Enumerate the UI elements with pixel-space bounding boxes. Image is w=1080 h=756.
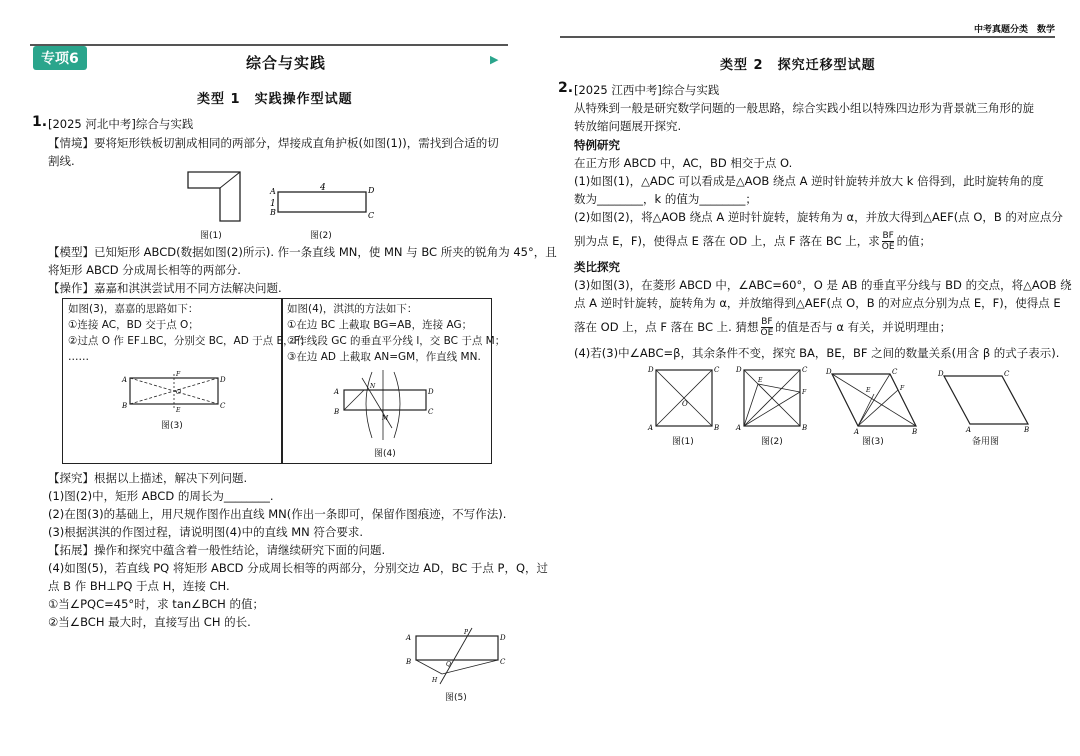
figure-2-caption: 图(2) xyxy=(310,231,332,241)
intro-line2: 转放缩问题展开探究. xyxy=(574,119,682,133)
fig2-point-B: B xyxy=(270,208,276,217)
part1-line: (1)图(2)中，矩形 ABCD 的周长为________. xyxy=(48,489,274,503)
svg-text:F: F xyxy=(900,385,905,392)
svg-text:B: B xyxy=(334,408,340,416)
part3-line2: 点 A 逆时针旋转，旋转角为 α，并放缩得到△AEF(点 O，B 的对应点分别为点 E，F)，使得点 E xyxy=(574,296,1061,310)
part3-line: (3)根据淇淇的作图过程，请说明图(4)中的直线 MN 符合要求. xyxy=(48,525,364,539)
svg-text:E: E xyxy=(866,387,871,394)
svg-text:D: D xyxy=(938,370,944,378)
part2-line1: (2)如图(2)，将△AOB 绕点 A 逆时针旋转，旋转角为 α，并放大得到△AEF(点 O，B 的对应点分 xyxy=(574,210,1063,224)
svg-text:D: D xyxy=(736,366,742,374)
model-line1: 【模型】已知矩形 ABCD(数据如图(2)所示). 作一条直线 MN，使 MN 与 BC 所夹的锐角为 45°，且 xyxy=(48,245,557,259)
svg-text:B: B xyxy=(1024,426,1030,434)
page-title: 综合与实践 xyxy=(246,54,327,72)
operation-line: 【操作】嘉嘉和淇淇尝试用不同方法解决问题. xyxy=(48,281,282,295)
svg-text:B: B xyxy=(912,428,918,436)
part2-line2-b: 的值； xyxy=(896,234,932,248)
right-figure-3-diagram xyxy=(826,364,922,436)
svg-text:D: D xyxy=(428,388,434,396)
svg-text:A: A xyxy=(648,424,654,432)
part1-line1: (1)如图(1)，△ADC 可以看成是△AOB 绕点 A 逆时针旋转并放大 k 倍得到，此时旋转角的度 xyxy=(574,174,1044,188)
svg-text:M: M xyxy=(382,415,389,422)
part3-fraction-den: OE xyxy=(760,328,774,338)
svg-text:O: O xyxy=(176,389,181,396)
svg-text:O: O xyxy=(682,400,688,408)
svg-text:A: A xyxy=(854,428,860,436)
svg-text:B: B xyxy=(802,424,808,432)
situation-line1: 【情境】要将矩形铁板切割成相同的两部分，焊接成直角护板(如图(1))，需找到合适的切 xyxy=(48,136,499,150)
q1-source: [2025 河北中考]综合与实践 xyxy=(48,117,194,131)
type1-heading: 类型 1 实践操作型试题 xyxy=(197,92,353,107)
spare-figure-caption: 备用图 xyxy=(972,437,1000,447)
figure-2-diagram xyxy=(268,180,378,222)
figure-5-diagram xyxy=(402,626,512,686)
analog-heading: 类比探究 xyxy=(574,260,620,274)
right-top-rule xyxy=(560,36,1055,38)
svg-text:P: P xyxy=(464,629,469,636)
part3-line3-b: 的值是否与 α 有关，并说明理由； xyxy=(775,320,952,334)
explore-line: 【探究】根据以上描述，解决下列问题. xyxy=(48,471,248,485)
section-badge: 专项6 xyxy=(33,46,87,70)
svg-text:A: A xyxy=(122,376,128,384)
svg-text:F: F xyxy=(176,371,181,378)
part3-line3-a: 落在 OD 上，点 F 落在 BC 上. 猜想 xyxy=(574,320,759,334)
right-figure-3-caption: 图(3) xyxy=(862,437,884,447)
figure-5-caption: 图(5) xyxy=(445,693,467,703)
right-figure-1-caption: 图(1) xyxy=(672,437,694,447)
fig2-side-length: 1 xyxy=(270,199,276,209)
box-right-line1: 如图(4)，淇淇的方法如下： xyxy=(287,303,418,315)
svg-text:C: C xyxy=(428,408,434,416)
svg-text:D: D xyxy=(220,376,226,384)
situation-line2: 割线. xyxy=(48,154,75,168)
box-right-line4: ③在边 AD 上截取 AN=GM，作直线 MN. xyxy=(287,351,481,363)
svg-text:E: E xyxy=(758,377,763,384)
part4-sub-b: ②当∠BCH 最大时，直接写出 CH 的长. xyxy=(48,615,251,629)
svg-text:C: C xyxy=(220,402,226,410)
fig2-top-length: 4 xyxy=(320,183,326,193)
part4-line2: 点 B 作 BH⊥PQ 于点 H，连接 CH. xyxy=(48,579,230,593)
svg-text:B: B xyxy=(122,402,128,410)
figure-4-caption: 图(4) xyxy=(374,449,396,459)
fig2-point-D: D xyxy=(368,186,375,195)
part2-fraction-den: OE xyxy=(881,242,895,252)
spare-figure-diagram xyxy=(938,364,1036,434)
box-left-line2: ①连接 AC，BD 交于点 O； xyxy=(68,319,199,331)
fig2-point-C: C xyxy=(368,211,375,220)
svg-text:D: D xyxy=(648,366,654,374)
part2-fraction-num: BF xyxy=(882,231,894,241)
figure-4-diagram xyxy=(332,368,438,444)
extend-line: 【拓展】操作和探究中蕴含着一般性结论，请继续研究下面的问题. xyxy=(48,543,386,557)
fig2-point-A: A xyxy=(270,187,276,196)
svg-text:A: A xyxy=(334,388,340,396)
svg-text:B: B xyxy=(714,424,720,432)
svg-text:N: N xyxy=(370,383,376,390)
right-figure-2-diagram xyxy=(736,364,810,430)
svg-text:A: A xyxy=(406,634,412,642)
right-figure-1-diagram xyxy=(648,364,722,430)
left-top-rule xyxy=(30,44,508,46)
special-heading: 特例研究 xyxy=(574,138,620,152)
part1-line2: 数为________，k 的值为________； xyxy=(574,192,757,206)
figure-1-diagram xyxy=(180,166,250,226)
svg-text:B: B xyxy=(406,658,412,666)
intro-line1: 从特殊到一般是研究数学问题的一般思路，综合实践小组以特殊四边形为背景就三角形的旋 xyxy=(574,101,1034,115)
svg-text:F: F xyxy=(802,389,807,396)
svg-text:D: D xyxy=(826,368,832,376)
part4-line1: (4)如图(5)，若直线 PQ 将矩形 ABCD 分成周长相等的两部分，分别交边 AD，BC 于点 P，Q，过 xyxy=(48,561,549,575)
part2-fraction xyxy=(882,231,895,252)
figure-3-diagram xyxy=(120,370,230,414)
part2-line2-a: 别为点 E，F)，使得点 E 落在 OD 上，点 F 落在 BC 上，求 xyxy=(574,234,880,248)
svg-text:H: H xyxy=(432,677,438,684)
q2-source: [2025 江西中考]综合与实践 xyxy=(574,83,720,97)
part4-line: (4)若(3)中∠ABC=β，其余条件不变，探究 BA，BE，BF 之间的数量关系(用含 β 的式子表示). xyxy=(574,346,1060,360)
running-header: 中考真题分类 数学 xyxy=(974,25,1056,35)
part4-sub-a: ①当∠PQC=45°时，求 tan∠BCH 的值； xyxy=(48,597,264,611)
box-left-line1: 如图(3)，嘉嘉的思路如下： xyxy=(68,303,199,315)
model-line2: 将矩形 ABCD 分成周长相等的两部分. xyxy=(48,263,241,277)
figure-3-caption: 图(3) xyxy=(161,421,183,431)
part3-line1: (3)如图(3)，在菱形 ABCD 中，∠ABC=60°，O 是 AB 的垂直平分线与 BD 的交点，将△AOB 绕 xyxy=(574,278,1072,292)
svg-text:C: C xyxy=(892,368,898,376)
part3-fraction xyxy=(760,317,773,338)
box-right-line3: ②作线段 GC 的垂直平分线 l，交 BC 于点 M； xyxy=(287,335,506,347)
svg-text:D: D xyxy=(500,634,506,642)
figure-1-caption: 图(1) xyxy=(200,231,222,241)
part3-line3 xyxy=(574,317,951,338)
svg-text:C: C xyxy=(500,658,506,666)
arrow-icon: ▶ xyxy=(490,53,499,66)
right-figure-2-caption: 图(2) xyxy=(761,437,783,447)
q1-number: 1. xyxy=(32,114,48,130)
type2-heading: 类型 2 探究迁移型试题 xyxy=(720,58,876,73)
box-left-line3: ②过点 O 作 EF⊥BC，分别交 BC，AD 于点 E，F； xyxy=(68,335,311,347)
svg-text:Q: Q xyxy=(446,661,451,668)
square-setup-line: 在正方形 ABCD 中，AC，BD 相交于点 O. xyxy=(574,156,793,170)
box-right-line2: ①在边 BC 上截取 BG=AB，连接 AG； xyxy=(287,319,473,331)
box-left-line4: …… xyxy=(68,351,89,363)
methods-box-divider xyxy=(281,298,283,464)
svg-text:A: A xyxy=(966,426,972,434)
svg-text:A: A xyxy=(736,424,742,432)
svg-text:C: C xyxy=(714,366,720,374)
part2-line: (2)在图(3)的基础上，用尺规作图作出直线 MN(作出一条即可，保留作图痕迹，不写作法). xyxy=(48,507,507,521)
q2-number: 2. xyxy=(558,80,574,96)
part2-line2 xyxy=(574,231,931,252)
svg-text:C: C xyxy=(1004,370,1010,378)
svg-text:E: E xyxy=(176,407,181,414)
part3-fraction-num: BF xyxy=(761,317,773,327)
svg-text:C: C xyxy=(802,366,808,374)
